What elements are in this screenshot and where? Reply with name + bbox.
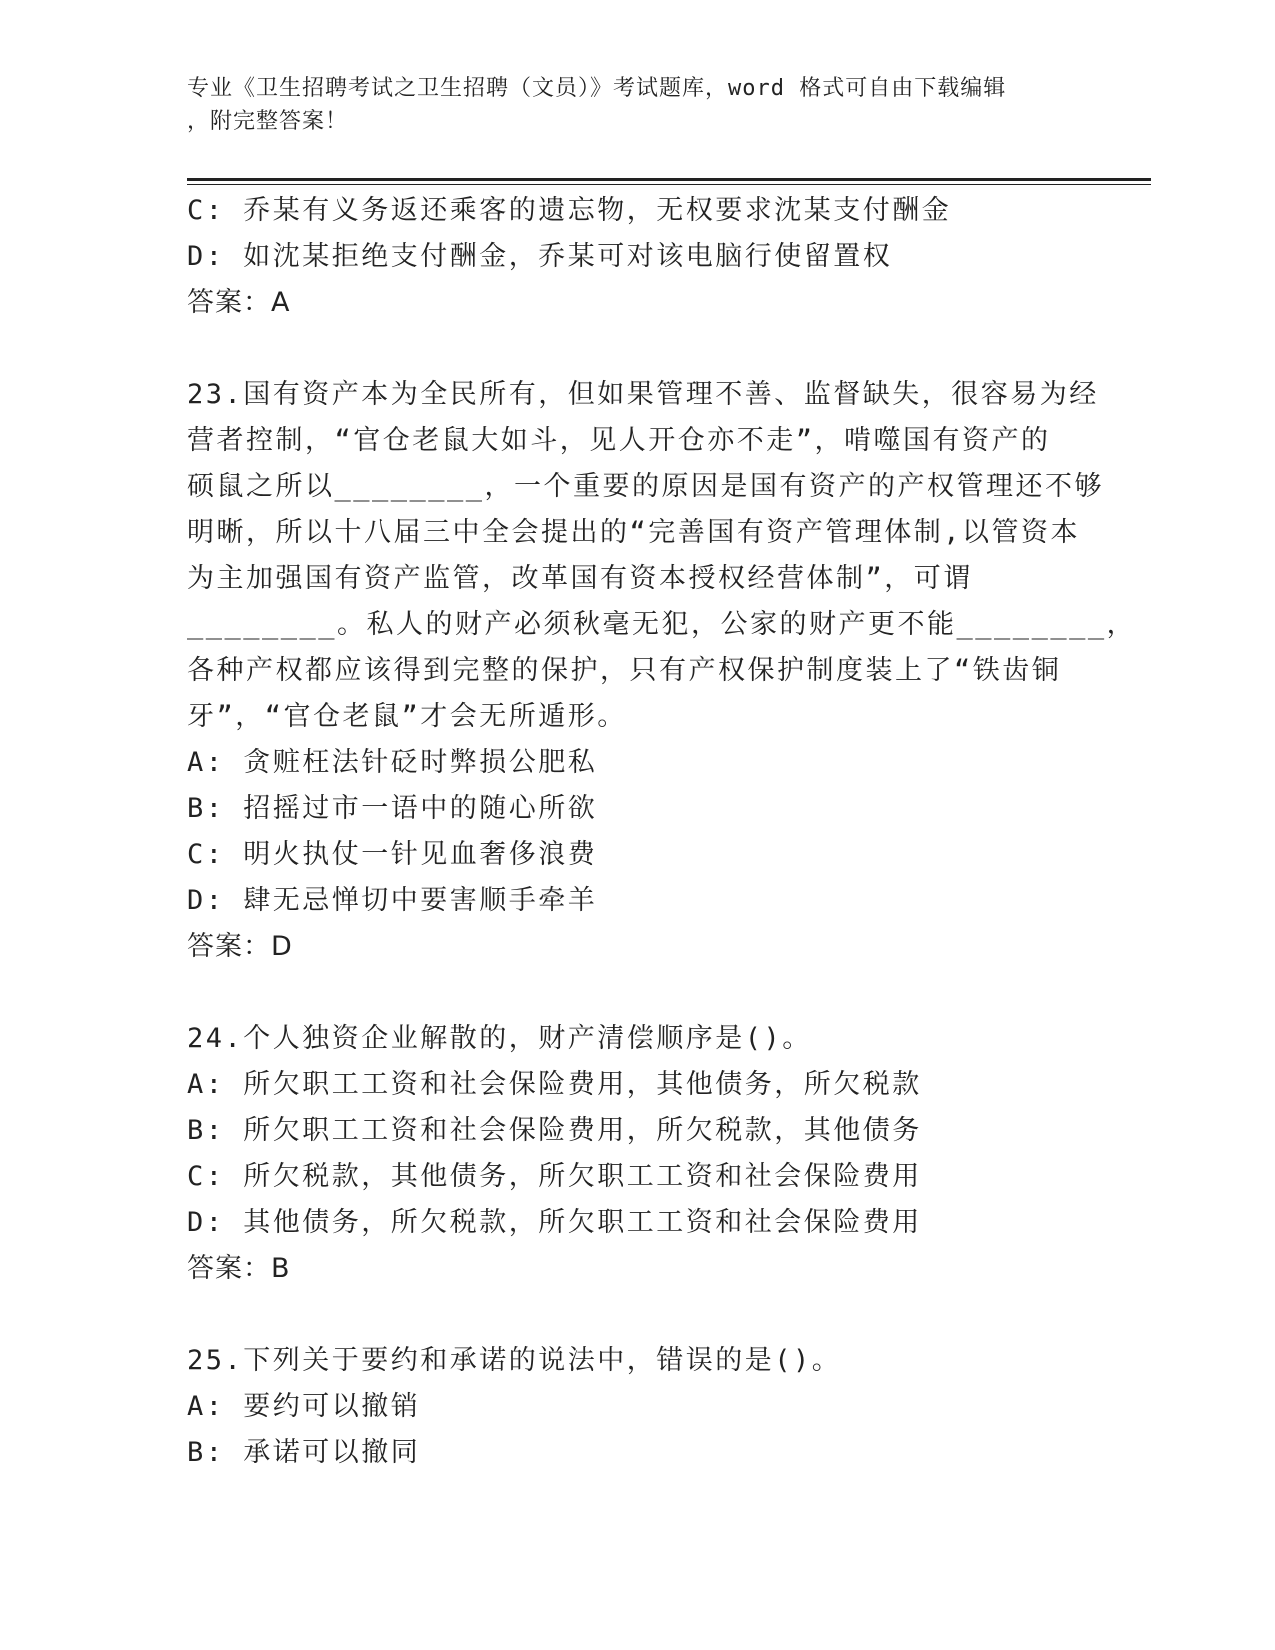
q23-stem-line: ________。私人的财产必须秋毫无犯，公家的财产更不能________，: [187, 609, 1137, 640]
q23-option-a: A: 贪赃枉法针砭时弊损公肥私: [187, 747, 598, 778]
q24-option-d: D: 其他债务，所欠税款，所欠职工工资和社会保险费用: [187, 1207, 922, 1238]
q22-option-c: C: 乔某有义务返还乘客的遗忘物，无权要求沈某支付酬金: [187, 195, 952, 226]
question-24: [187, 1016, 1087, 1292]
spacer: [187, 970, 1087, 1016]
spacer: [187, 1292, 1087, 1338]
q24-option-a: A: 所欠职工工资和社会保险费用，其他债务，所欠税款: [187, 1069, 922, 1100]
spacer: [187, 326, 1087, 372]
q23-stem-line: 23.国有资产本为全民所有，但如果管理不善、监督缺失，很容易为经: [187, 379, 1099, 410]
q23-stem-line: 各种产权都应该得到完整的保护，只有产权保护制度装上了“铁齿铜: [187, 655, 1062, 686]
document-header: [187, 72, 1067, 138]
q23-answer: 答案：D: [187, 931, 293, 962]
q25-option-a: A: 要约可以撤销: [187, 1391, 421, 1422]
header-divider-thick: [187, 178, 1151, 181]
q23-stem-line: 牙”，“官仓老鼠”才会无所遁形。: [187, 701, 627, 732]
q23-stem-line: 明晰，所以十八届三中全会提出的“完善国有资产管理体制,以管资本: [187, 517, 1081, 548]
header-line-2: ，附完整答案！: [187, 109, 349, 134]
question-25: [187, 1338, 1087, 1476]
q24-option-b: B: 所欠职工工资和社会保险费用，所欠税款，其他债务: [187, 1115, 922, 1146]
q23-stem-line: 为主加强国有资产监管，改革国有资本授权经营体制”，可谓: [187, 563, 973, 594]
document-body: [187, 188, 1137, 1476]
q23-option-c: C: 明火执仗一针见血奢侈浪费: [187, 839, 598, 870]
q24-option-c: C: 所欠税款，其他债务，所欠职工工资和社会保险费用: [187, 1161, 922, 1192]
question-23: [187, 372, 1137, 970]
q23-option-d: D: 肆无忌惮切中要害顺手牵羊: [187, 885, 598, 916]
q23-stem-line: 营者控制，“官仓老鼠大如斗，见人开仓亦不走”，啃噬国有资产的: [187, 425, 1051, 456]
q25-option-b: B: 承诺可以撤同: [187, 1437, 421, 1468]
q23-stem-line: 硕鼠之所以________，一个重要的原因是国有资产的产权管理还不够: [187, 471, 1105, 502]
q22-answer: 答案：A: [187, 287, 291, 318]
q24-stem: 24.个人独资企业解散的，财产清偿顺序是()。: [187, 1023, 812, 1054]
header-divider-thin: [187, 184, 1151, 185]
header-line-1: 专业《卫生招聘考试之卫生招聘（文员）》考试题库，word 格式可自由下载编辑: [187, 76, 1007, 101]
q22-option-d: D: 如沈某拒绝支付酬金，乔某可对该电脑行使留置权: [187, 241, 893, 272]
q23-option-b: B: 招摇过市一语中的随心所欲: [187, 793, 598, 824]
q24-answer: 答案：B: [187, 1253, 291, 1284]
question-22-tail: [187, 188, 1087, 326]
q25-stem: 25.下列关于要约和承诺的说法中，错误的是()。: [187, 1345, 842, 1376]
